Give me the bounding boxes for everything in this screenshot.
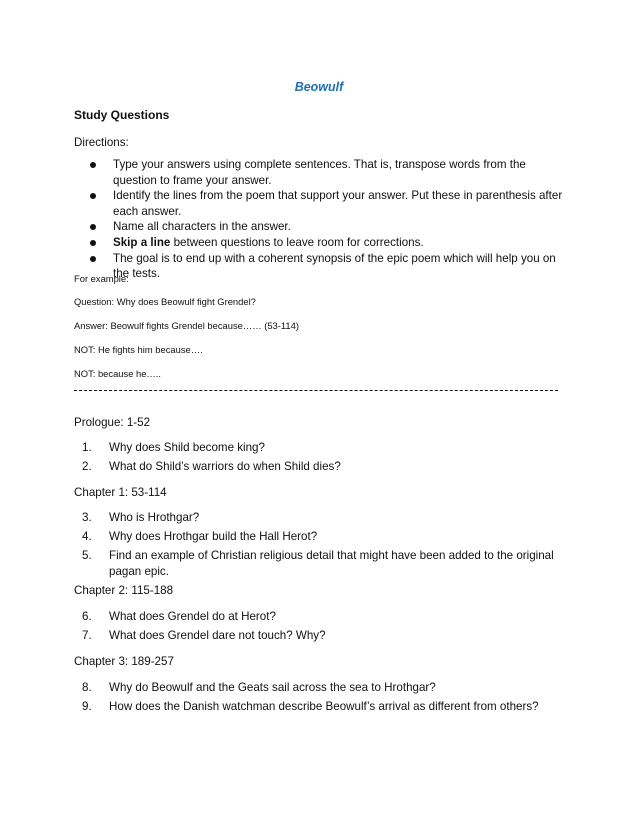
bullet-icon bbox=[90, 224, 96, 230]
question-number: 8. bbox=[82, 681, 92, 694]
section-title-chapter-1: Chapter 1: 53-114 bbox=[74, 486, 167, 499]
question-item bbox=[82, 510, 562, 526]
question-number: 1. bbox=[82, 441, 92, 454]
section-title-chapter-3: Chapter 3: 189-257 bbox=[74, 655, 174, 668]
list-item-text: between questions to leave room for corrections. bbox=[170, 235, 424, 249]
example-question: Question: Why does Beowulf fight Grendel? bbox=[74, 296, 256, 307]
question-item bbox=[82, 440, 562, 456]
bullet-icon bbox=[90, 256, 96, 262]
bullet-icon bbox=[90, 162, 96, 168]
question-number: 7. bbox=[82, 629, 92, 643]
list-item-text: Identify the lines from the poem that support your answer. Put these in parenthesis after each answer. bbox=[113, 189, 563, 218]
question-item bbox=[82, 529, 562, 545]
example-answer: Answer: Beowulf fights Grendel because…… (53-114) bbox=[74, 320, 299, 331]
question-item bbox=[82, 548, 562, 579]
section-title-prologue: Prologue: 1-52 bbox=[74, 416, 151, 429]
question-item bbox=[82, 699, 562, 715]
question-text: What do Shild’s warriors do when Shild dies? bbox=[109, 460, 341, 474]
question-number: 4. bbox=[82, 530, 92, 544]
list-item bbox=[90, 188, 570, 219]
document-title: Beowulf bbox=[294, 80, 344, 94]
list-item bbox=[90, 235, 570, 251]
section-heading: Study Questions bbox=[74, 108, 170, 122]
question-text: What does Grendel do at Herot? bbox=[109, 610, 276, 623]
question-list-chapter-3 bbox=[82, 680, 562, 718]
bullet-icon bbox=[90, 240, 96, 246]
question-list-prologue bbox=[82, 440, 562, 478]
question-text: Who is Hrothgar? bbox=[109, 511, 200, 524]
emphasis-text: Skip a line bbox=[113, 235, 171, 249]
question-list-chapter-2 bbox=[82, 609, 562, 647]
question-text: Why does Hrothgar build the Hall Herot? bbox=[109, 530, 318, 544]
list-item bbox=[90, 157, 570, 188]
list-item-text: Type your answers using complete sentences. That is, transpose words from the question to frame your answer. bbox=[113, 158, 526, 187]
bullet-icon bbox=[90, 193, 96, 199]
directions-label: Directions: bbox=[74, 136, 129, 149]
question-item bbox=[82, 680, 562, 696]
list-item-text: The goal is to end up with a coherent synopsis of the epic poem which will help you on the tests. bbox=[113, 251, 556, 281]
question-text: Why does Shild become king? bbox=[109, 441, 265, 454]
directions-list bbox=[90, 157, 570, 282]
example-not-2: NOT: because he….. bbox=[74, 368, 162, 379]
list-item bbox=[90, 251, 570, 282]
question-item bbox=[82, 609, 562, 625]
question-number: 3. bbox=[82, 511, 92, 524]
list-item-text: Name all characters in the answer. bbox=[113, 220, 291, 234]
example-not-1: NOT: He fights him because…. bbox=[74, 344, 203, 355]
question-text: Find an example of Christian religious detail that might have been added to the original pagan epic. bbox=[109, 549, 554, 579]
question-text: What does Grendel dare not touch? Why? bbox=[109, 629, 326, 643]
question-item bbox=[82, 628, 562, 644]
question-item bbox=[82, 459, 562, 475]
question-list-chapter-1 bbox=[82, 510, 562, 583]
question-number: 6. bbox=[82, 610, 92, 623]
separator-line bbox=[74, 390, 558, 391]
question-text: How does the Danish watchman describe Beowulf’s arrival as different from others? bbox=[109, 700, 539, 714]
section-title-chapter-2: Chapter 2: 115-188 bbox=[74, 584, 174, 597]
list-item bbox=[90, 219, 570, 235]
example-label: For example: bbox=[74, 273, 129, 284]
question-text: Why do Beowulf and the Geats sail across the sea to Hrothgar? bbox=[109, 681, 436, 694]
question-number: 5. bbox=[82, 549, 92, 563]
question-number: 2. bbox=[82, 460, 92, 474]
question-number: 9. bbox=[82, 700, 92, 714]
